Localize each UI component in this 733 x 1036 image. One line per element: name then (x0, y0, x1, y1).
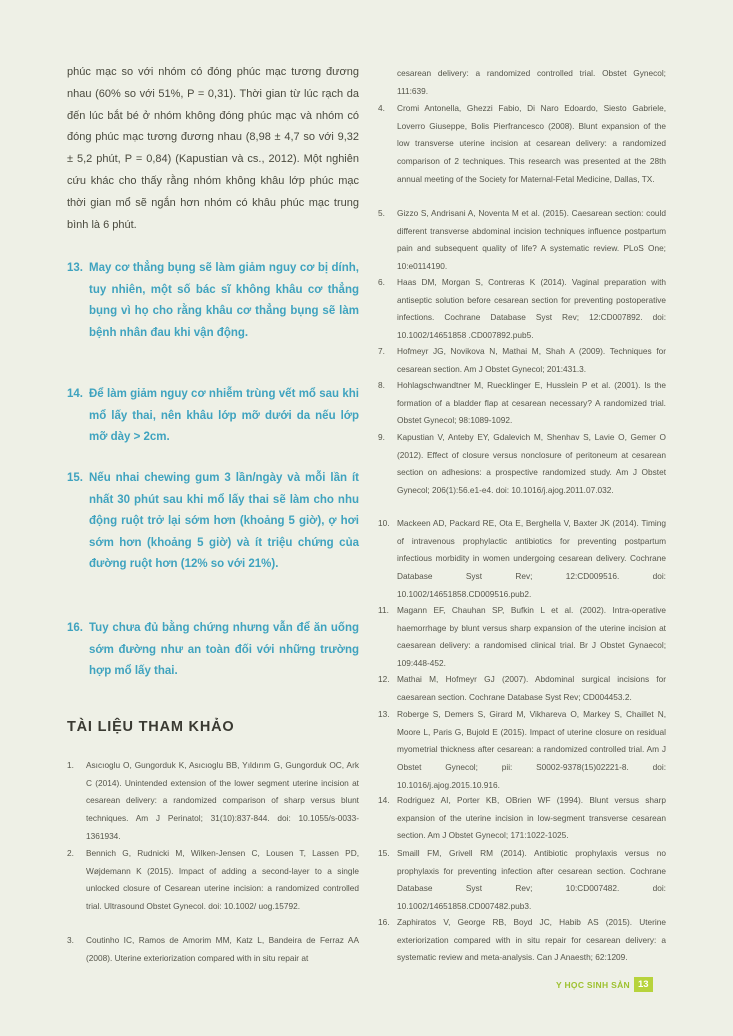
recommendation-text: Để làm giảm nguy cơ nhiễm trùng vết mổ sau khi mổ lấy thai, nên khâu lớp mỡ dưới da nếu lớp mỡ dày > 2cm. (89, 388, 359, 444)
reference-item (378, 100, 666, 189)
reference-item (378, 343, 666, 378)
reference-text: Hofmeyr JG, Novikova N, Mathai M, Shah A (2009). Techniques for cesarean section. Am J Obstet Gynecol; 201:431.3. (397, 346, 666, 374)
recommendation-13 (67, 258, 359, 344)
reference-text: Mackeen AD, Packard RE, Ota E, Berghella V, Baxter JK (2014). Timing of intravenous prophylactic antibiotics for preventing postpartum infectious morbidity in women undergoing cesarean delivery. Cochrane Database Syst Rev; 12:CD009516. doi: 10.1002/14651858.CD009516.pub2. (397, 518, 666, 599)
reference-text: Haas DM, Morgan S, Contreras K (2014). Vaginal preparation with antiseptic solution before cesarean section for preventing postoperative infections. Cochrane Database Syst Rev; 12:CD007892. doi: 10.1002/14651858 .CD007892.pub5. (397, 277, 666, 341)
recommendation-text: Tuy chưa đủ bằng chứng nhưng vẫn để ăn uống sớm đường như an toàn đối với những trường hợp mổ lấy thai. (89, 622, 359, 678)
reference-item (378, 914, 666, 967)
recommendation-text: Nếu nhai chewing gum 3 lần/ngày và mỗi lần ít nhất 30 phút sau khi mổ lấy thai sẽ làm cho nhu động ruột trở lại sớm hơn (khoảng 5 giờ), ợ hơi sớm hơn (khoảng 5 giờ) và ít triệu chứng của đường ruột hơn (12% so với 21%). (89, 472, 359, 571)
recommendation-number: 16. (67, 622, 83, 634)
reference-number: 9. (378, 432, 385, 442)
reference-number: 15. (378, 848, 390, 858)
reference-item (378, 671, 666, 706)
reference-number: 8. (378, 380, 385, 390)
reference-item (378, 706, 666, 795)
reference-text: Roberge S, Demers S, Girard M, Vikhareva O, Markey S, Chaillet N, Moore L, Paris G, Bujold E (2015). Impact of uterine closure on residual myometrial thickness after cesarean: a randomized controlled trial. Am J Obstet Gynecol; pii: S0002-9378(15)02221-8. doi: 10.1016/j.ajog.2015.10.916. (397, 709, 666, 790)
reference-number: 5. (378, 208, 385, 218)
reference-item (378, 602, 666, 673)
reference-text: Asıcıoglu O, Gungorduk K, Asıcıoglu BB, Yıldırım G, Gungorduk OC, Ark C (2014). Unintended extension of the lower segment uterine incision at cesarean delivery: a randomized comparison of sharp versus blunt techniques. Am J Perinatol; 31(10):837-844. doi: 10.1055/s-0033-1361934. (86, 760, 359, 841)
reference-continuation: cesarean delivery: a randomized controlled trial. Obstet Gynecol; 111:639. (397, 68, 666, 96)
journal-name: Y HỌC SINH SẢN (556, 979, 630, 990)
reference-text: Kapustian V, Anteby EY, Gdalevich M, Shenhav S, Lavie O, Gemer O (2012). Effect of closure versus nonclosure of peritoneum at cesarean section on adhesions: a prospective randomized study. Am J Obstet Gynecol; 206(1):56.e1-e4. doi: 10.1016/j.ajog.2011.07.032. (397, 432, 666, 496)
reference-number: 16. (378, 917, 390, 927)
page-number: 13 (634, 977, 653, 992)
reference-number: 2. (67, 848, 74, 858)
reference-text: Bennich G, Rudnicki M, Wilken-Jensen C, Lousen T, Lassen PD, Wøjdemann K (2015). Impact of adding a second-layer to a single unlocked closure of Cesarean uterine incision: a randomized controlled trial. Ultrasound Obstet Gynecol. doi: 10.1002/ uog.15792. (86, 848, 359, 912)
reference-number: 14. (378, 795, 390, 805)
recommendation-number: 15. (67, 472, 83, 484)
recommendation-15 (67, 468, 359, 576)
reference-item (378, 515, 666, 604)
recommendation-text: May cơ thẳng bụng sẽ làm giảm nguy cơ bị dính, tuy nhiên, một số bác sĩ không khâu cơ thẳng bụng vì họ cho rằng khâu cơ thẳng bụng sẽ làm bệnh nhân đau khi vận động. (89, 262, 359, 339)
reference-text: Zaphiratos V, George RB, Boyd JC, Habib AS (2015). Uterine exteriorization compared with in situ repair for cesarean delivery: a systematic review and meta-analysis. Can J Anaesth; 62:1209. (397, 917, 666, 963)
references-heading: TÀI LIỆU THAM KHẢO (67, 719, 235, 735)
reference-item (378, 845, 666, 916)
intro-paragraph: phúc mạc so với nhóm có đóng phúc mạc tương đương nhau (60% so với 51%, P = 0,31). Thời gian từ lúc rạch da đến lúc bắt bé ở nhóm không đóng phúc mạc và nhóm có đóng phúc mạc tương đương nhau (8,98 ± 4,7 so với 9,32 ± 5,2 phút, P = 0,84) (Kapustian và cs., 2012). Một nghiên cứu khác cho thấy rằng nhóm không khâu lớp phúc mạc thời gian mổ sẽ ngắn hơn nhóm có khâu phúc mạc trung bình là 6 phút. (67, 66, 359, 231)
reference-text: Rodriguez AI, Porter KB, OBrien WF (1994). Blunt versus sharp expansion of the uterine incision in low-segment transverse cesarean section. Am J Obstet Gynecol; 171:1022-1025. (397, 795, 666, 841)
reference-item (378, 274, 666, 345)
reference-number: 4. (378, 103, 385, 113)
reference-text: Magann EF, Chauhan SP, Bufkin L et al. (2002). Intra-operative haemorrhage by blunt versus sharp expansion of the uterine incision at caesarean delivery: a randomised clinical trial. Br J Obstet Gynaecol; 109:448-452. (397, 605, 666, 669)
recommendation-14 (67, 384, 359, 449)
reference-text: Gizzo S, Andrisani A, Noventa M et al. (2015). Caesarean section: could different transverse abdominal incision techniques influence postpartum pain and subsequent quality of life? A systematic review. PLoS One; 10:e0114190. (397, 208, 666, 272)
reference-item (378, 205, 666, 276)
reference-item (67, 932, 359, 967)
reference-text: Cromi Antonella, Ghezzi Fabio, Di Naro Edoardo, Siesto Gabriele, Loverro Giuseppe, Bolis Pierfrancesco (2008). Blunt expansion of the low transverse uterine incision at cesarean delivery: a randomized comparison of 2 techniques. This research was presented at the 28th annual meeting of the Society for Maternal-Fetal Medicine, Dallas, TX. (397, 103, 666, 184)
reference-item (67, 757, 359, 846)
reference-item (378, 792, 666, 845)
reference-text: Mathai M, Hofmeyr GJ (2007). Abdominal surgical incisions for caesarean section. Cochrane Database Syst Rev; CD004453.2. (397, 674, 666, 702)
reference-text: Hohlagschwandtner M, Ruecklinger E, Husslein P et al. (2001). Is the formation of a bladder flap at cesarean necessary? A randomized trial. Obstet Gynecol; 98:1089-1092. (397, 380, 666, 426)
reference-number: 10. (378, 518, 390, 528)
page-footer (556, 977, 653, 992)
recommendation-number: 13. (67, 262, 83, 274)
reference-number: 3. (67, 935, 74, 945)
reference-number: 7. (378, 346, 385, 356)
reference-item (378, 377, 666, 430)
recommendation-number: 14. (67, 388, 83, 400)
reference-number: 11. (378, 605, 389, 615)
reference-text: Coutinho IC, Ramos de Amorim MM, Katz L, Bandeira de Ferraz AA (2008). Uterine exteriorization compared with in situ repair at (86, 935, 359, 963)
reference-number: 13. (378, 709, 390, 719)
reference-text: Smaill FM, Grivell RM (2014). Antibiotic prophylaxis versus no prophylaxis for preventing infection after cesarean section. Cochrane Database Syst Rev; 10:CD007482. doi: 10.1002/14651858.CD007482.pub3. (397, 848, 666, 912)
recommendation-16 (67, 618, 359, 683)
reference-number: 6. (378, 277, 385, 287)
reference-number: 12. (378, 674, 390, 684)
reference-item (67, 845, 359, 916)
reference-item (378, 429, 666, 500)
reference-number: 1. (67, 760, 74, 770)
